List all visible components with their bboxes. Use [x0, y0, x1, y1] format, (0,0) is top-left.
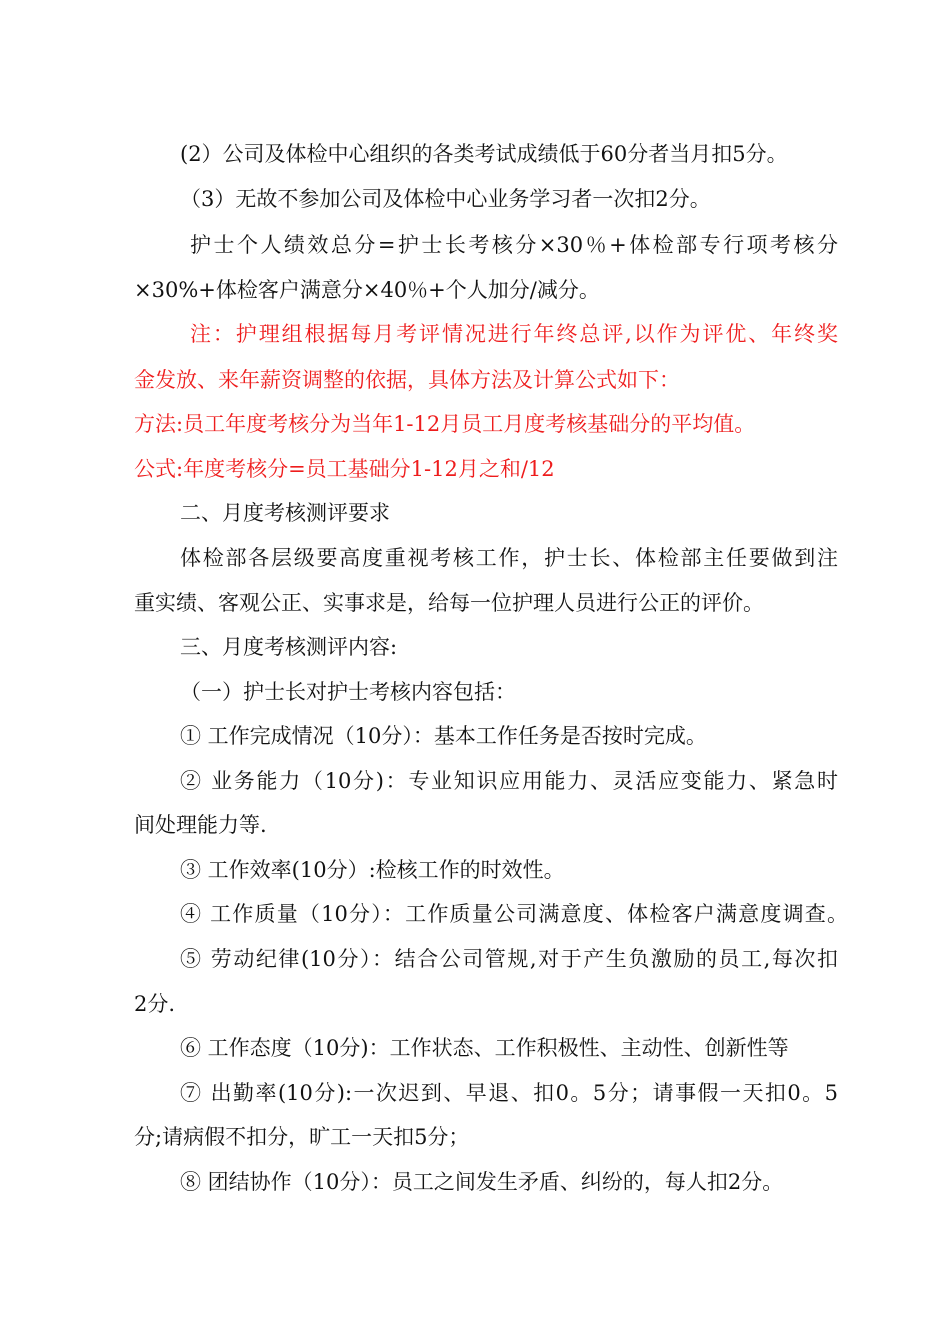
- item-2-line-2: 间处理能力等.: [134, 813, 267, 837]
- rule-study-absence: （3）无故不参加公司及体检中心业务学习者一次扣2分。: [180, 187, 711, 211]
- section-heading-3: 三、月度考核测评内容:: [180, 635, 398, 659]
- subsection-heading-1: （一）护士长对护士考核内容包括：: [180, 680, 516, 704]
- item-6: ⑥ 工作态度（10分)：工作状态、工作积极性、主动性、创新性等: [180, 1036, 789, 1060]
- item-7-line-2: 分;请病假不扣分，旷工一天扣5分；: [134, 1125, 470, 1149]
- note-line-2: 金发放、来年薪资调整的依据，具体方法及计算公式如下：: [134, 368, 680, 392]
- item-5-line-1: ⑤ 劳动纪律(10分）：结合公司管规,对于产生负激励的员工,每次扣: [180, 947, 838, 971]
- section-heading-2: 二、月度考核测评要求: [180, 501, 390, 525]
- item-7-line-1: ⑦ 出勤率(10分):一次迟到、早退、扣0。5分；请事假一天扣0。5: [180, 1081, 838, 1105]
- item-8: ⑧ 团结协作（10分）：员工之间发生矛盾、纠纷的，每人扣2分。: [180, 1170, 784, 1194]
- item-5-line-2: 2分.: [134, 992, 176, 1016]
- requirement-line-1: 体检部各层级要高度重视考核工作，护士长、体检部主任要做到注: [180, 546, 838, 570]
- requirement-line-2: 重实绩、客观公正、实事求是，给每一位护理人员进行公正的评价。: [134, 591, 764, 615]
- formula-line-2: ×30%+体检客户满意分×40％+个人加分/减分。: [134, 278, 600, 302]
- rule-exam-score: (2）公司及体检中心组织的各类考试成绩低于60分者当月扣5分。: [180, 142, 788, 166]
- formula-annual-line: 公式:年度考核分=员工基础分1-12月之和/12: [134, 457, 555, 481]
- item-3: ③ 工作效率(10分）:检核工作的时效性。: [180, 858, 565, 882]
- item-4: ④ 工作质量（10分）：工作质量公司满意度、体检客户满意度调查。: [180, 902, 848, 926]
- item-1: ① 工作完成情况（10分）：基本工作任务是否按时完成。: [180, 724, 707, 748]
- method-line: 方法:员工年度考核分为当年1-12月员工月度考核基础分的平均值。: [134, 412, 756, 436]
- item-2-line-1: ② 业务能力（10分)：专业知识应用能力、灵活应变能力、紧急时: [180, 769, 838, 793]
- formula-line-1: 护士个人绩效总分=护士长考核分×30％+体检部专行项考核分: [190, 233, 838, 257]
- note-line-1: 注：护理组根据每月考评情况进行年终总评,以作为评优、年终奖: [190, 322, 838, 346]
